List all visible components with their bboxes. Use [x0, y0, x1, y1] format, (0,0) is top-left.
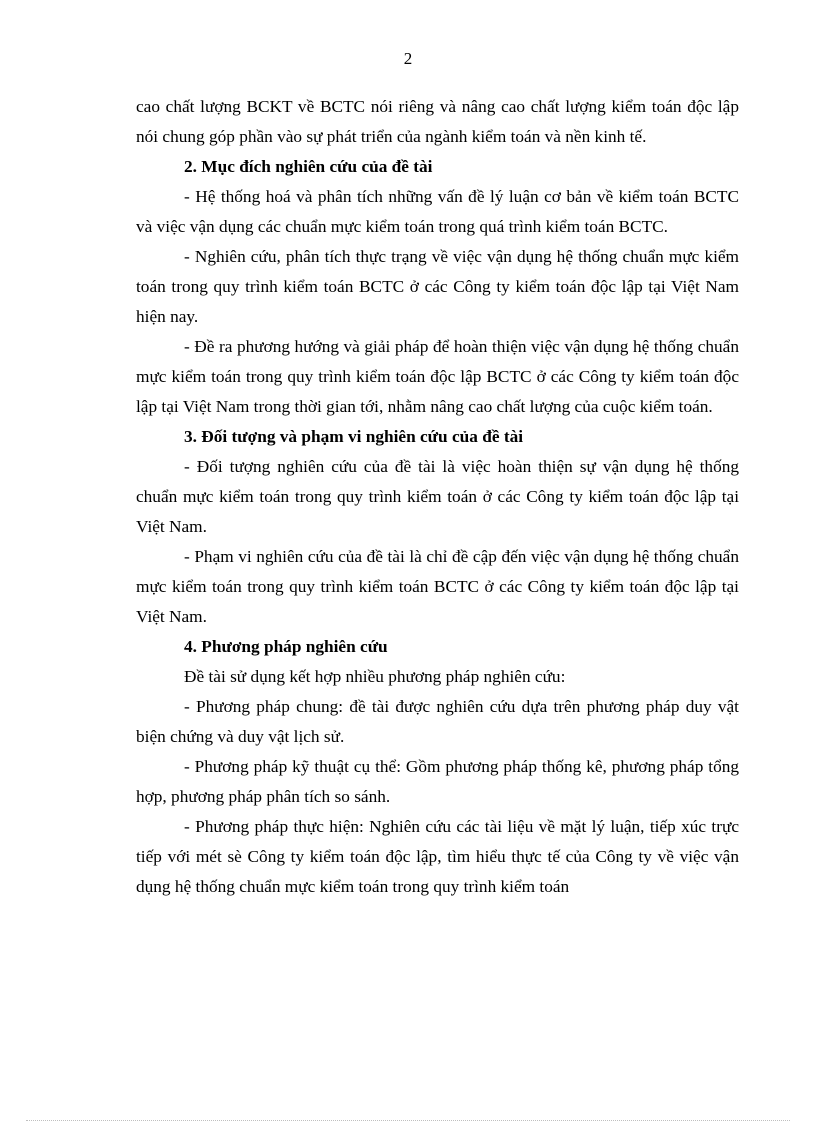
section-heading-scope: 3. Đối tượng và phạm vi nghiên cứu của đề tài	[184, 427, 524, 446]
section-heading-methods: 4. Phương pháp nghiên cứu	[184, 637, 388, 656]
section-heading-purpose: 2. Mục đích nghiên cứu của đề tài	[184, 157, 433, 176]
intro-continuation-paragraph: cao chất lượng BCKT về BCTC nói riêng và nâng cao chất lượng kiểm toán độc lập nói chung góp phần vào sự phát triển của ngành kiểm toán và nền kinh tế.	[136, 97, 739, 146]
methods-item-implementation: - Phương pháp thực hiện: Nghiên cứu các tài liệu về mặt lý luận, tiếp xúc trực tiếp với mét sè Công ty kiểm toán độc lập, tìm hiểu thực tế của Công ty về việc vận dụng hệ thống chuẩn mực kiểm toán trong quy trình kiểm toán	[136, 817, 739, 896]
methods-intro: Đề tài sử dụng kết hợp nhiều phương pháp nghiên cứu:	[184, 667, 566, 686]
document-body	[136, 92, 739, 902]
page-bottom-divider	[26, 1120, 790, 1121]
purpose-item-theory: - Hệ thống hoá và phân tích những vấn đề lý luận cơ bản về kiểm toán BCTC và việc vận dụng các chuẩn mực kiểm toán trong quá trình kiểm toán BCTC.	[136, 187, 739, 236]
page-number: 2	[403, 49, 413, 68]
scope-item-object: - Đối tượng nghiên cứu của đề tài là việc hoàn thiện sự vận dụng hệ thống chuẩn mực kiểm toán trong quy trình kiểm toán ở các Công ty kiểm toán độc lập tại Việt Nam.	[136, 457, 739, 536]
purpose-item-analysis: - Nghiên cứu, phân tích thực trạng về việc vận dụng hệ thống chuẩn mực kiểm toán trong quy trình kiểm toán BCTC ở các Công ty kiểm toán độc lập tại Việt Nam hiện nay.	[136, 247, 739, 326]
methods-item-technical: - Phương pháp kỹ thuật cụ thể: Gồm phương pháp thống kê, phương pháp tổng hợp, phương pháp phân tích so sánh.	[136, 757, 739, 806]
purpose-item-solutions: - Đề ra phương hướng và giải pháp để hoàn thiện việc vận dụng hệ thống chuẩn mực kiểm toán trong quy trình kiểm toán độc lập BCTC ở các Công ty kiểm toán độc lập tại Việt Nam trong thời gian tới, nhằm nâng cao chất lượng của cuộc kiểm toán.	[136, 337, 739, 416]
scope-item-range: - Phạm vi nghiên cứu của đề tài là chỉ đề cập đến việc vận dụng hệ thống chuẩn mực kiểm toán trong quy trình kiểm toán BCTC ở các Công ty kiểm toán độc lập tại Việt Nam.	[136, 547, 739, 626]
methods-item-general: - Phương pháp chung: đề tài được nghiên cứu dựa trên phương pháp duy vật biện chứng và duy vật lịch sử.	[136, 697, 739, 746]
